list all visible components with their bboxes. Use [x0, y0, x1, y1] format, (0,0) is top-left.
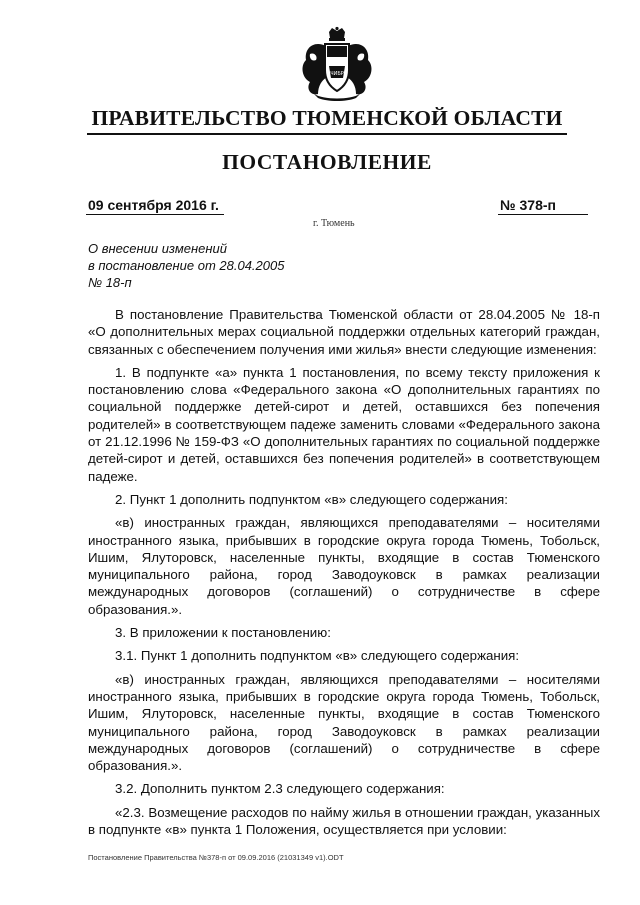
body-paragraph: 3.1. Пункт 1 дополнить подпунктом «в» следующего содержания:	[115, 648, 520, 664]
emblem-inscription: ЧИБР	[330, 71, 344, 77]
organization-title: ПРАВИТЕЛЬСТВО ТЮМЕНСКОЙ ОБЛАСТИ	[91, 106, 563, 130]
body-paragraph: 3. В приложении к постановлению:	[115, 625, 331, 641]
document-type: ПОСТАНОВЛЕНИЕ	[222, 150, 432, 174]
document-number: № 378-п	[500, 197, 556, 213]
body-paragraph: 1. В подпункте «а» пункта 1 постановления, по всему тексту приложения к постановлению слова «Федерального закона «О дополнительных гарантиях по социальной поддержке детей-сирот и детей, оставшихся без попечения родителей» в соответствующем падеже заменить словами «Федерального закона от 21.12.1996 № 159-ФЗ «О дополнительных гарантиях по социальной поддержке детей-сирот и детей, оставшихся без попечения родителей» в соответствующем падеже.	[88, 364, 600, 484]
subject-line: в постановление от 28.04.2005	[88, 258, 285, 273]
number-underline	[498, 214, 588, 215]
document-body	[88, 306, 600, 844]
page-footer: Постановление Правительства №378-п от 09.09.2016 (21031349 v1).ODT	[88, 853, 344, 862]
title-divider	[87, 133, 567, 135]
body-paragraph: «2.3. Возмещение расходов по найму жилья в отношении граждан, указанных в подпункте «в» пункта 1 Положения, осуществляется при условии:	[88, 804, 600, 838]
subject-line: № 18-п	[88, 275, 132, 290]
body-paragraph: В постановление Правительства Тюменской области от 28.04.2005 № 18-п «О дополнительных мерах социальной поддержки отдельных категорий граждан, связанных с обеспечением получения ими жилья» внести следующие изменения:	[88, 307, 600, 357]
body-paragraph: «в) иностранных граждан, являющихся преподавателями – носителями иностранного языка, прибывших в городские округа города Тюмень, Тобольск, Ишим, Ялуторовск, населенные пункты, входящие в состав Тюменского муниципального района, город Заводоуковск в рамках реализации международных договоров (соглашений) о сотрудничестве в сфере образования.».	[88, 671, 600, 774]
subject-line: О внесении изменений	[88, 241, 227, 256]
coat-of-arms-icon	[296, 26, 378, 102]
body-paragraph: 2. Пункт 1 дополнить подпунктом «в» следующего содержания:	[115, 491, 508, 507]
date-underline	[86, 214, 224, 215]
body-paragraph: 3.2. Дополнить пунктом 2.3 следующего содержания:	[115, 781, 445, 797]
body-paragraph: «в) иностранных граждан, являющихся преподавателями – носителями иностранного языка, прибывших в городские округа города Тюмень, Тобольск, Ишим, Ялуторовск, населенные пункты, входящие в состав Тюменского муниципального района, город Заводоуковск в рамках реализации международных договоров (соглашений) о сотрудничестве в сфере образования.».	[88, 515, 600, 617]
document-date: 09 сентября 2016 г.	[88, 197, 219, 213]
document-subject	[88, 240, 348, 291]
document-city: г. Тюмень	[313, 218, 355, 229]
